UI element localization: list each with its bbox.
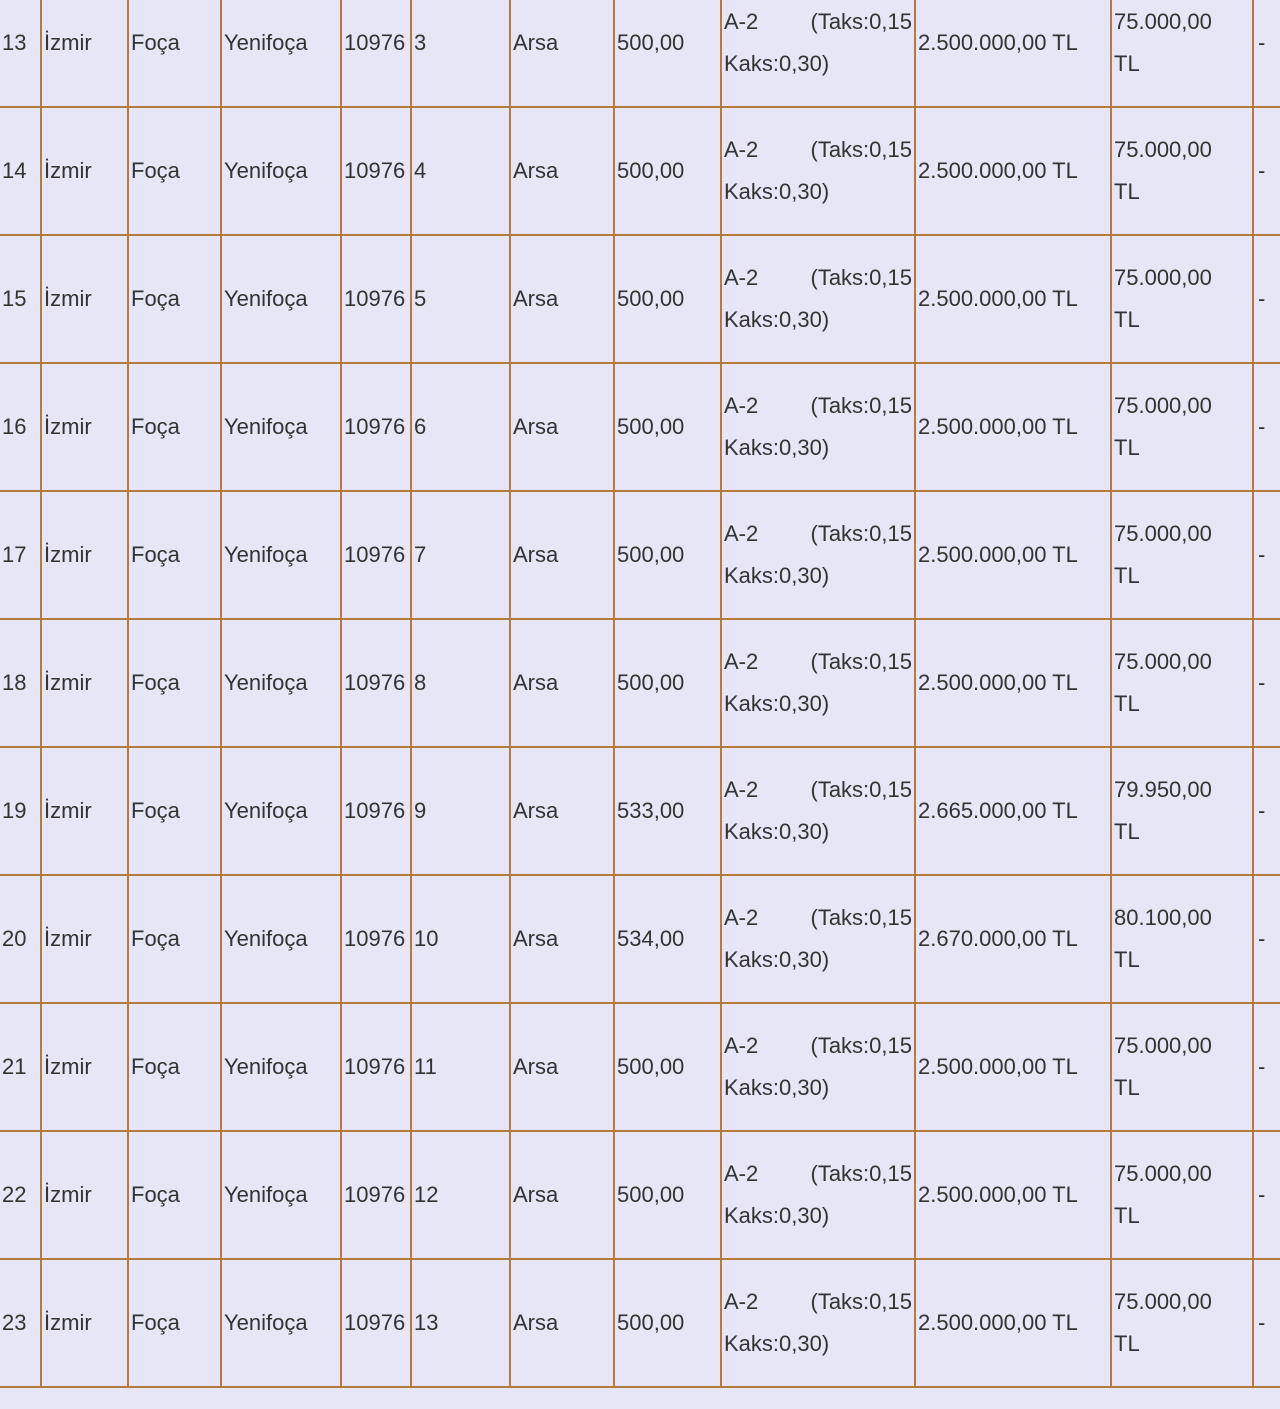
district-cell: Foça — [128, 1259, 221, 1387]
zoning-taks: (Taks:0,15 — [810, 521, 912, 546]
deposit-amount: 75.000,00 — [1114, 1289, 1212, 1314]
deposit-currency: TL — [1114, 947, 1140, 972]
province-cell: İzmir — [41, 619, 128, 747]
price-cell: 2.500.000,00 TL — [915, 1003, 1111, 1131]
row-number-cell: 15 — [0, 235, 41, 363]
price-cell: 2.500.000,00 TL — [915, 1131, 1111, 1259]
row-number-cell: 19 — [0, 747, 41, 875]
district-cell: Foça — [128, 875, 221, 1003]
province-cell: İzmir — [41, 747, 128, 875]
table-row — [0, 1003, 1280, 1131]
district-cell: Foça — [128, 747, 221, 875]
deposit-amount: 75.000,00 — [1114, 137, 1212, 162]
neighborhood-cell: Yenifoça — [221, 1003, 341, 1131]
area-cell: 500,00 — [614, 619, 721, 747]
province-cell: İzmir — [41, 1259, 128, 1387]
row-number-cell: 20 — [0, 875, 41, 1003]
note-cell: - — [1253, 619, 1280, 747]
zoning-taks: (Taks:0,15 — [810, 137, 912, 162]
block-cell: 10976 — [341, 235, 411, 363]
table-row — [0, 875, 1280, 1003]
type-cell: Arsa — [510, 1131, 614, 1259]
block-cell: 10976 — [341, 747, 411, 875]
province-cell: İzmir — [41, 1131, 128, 1259]
zoning-code: A-2 — [724, 265, 759, 290]
zoning-kaks: Kaks:0,30) — [724, 563, 830, 588]
zoning-code: A-2 — [724, 905, 759, 930]
table-row — [0, 1131, 1280, 1259]
type-cell: Arsa — [510, 747, 614, 875]
zoning-taks: (Taks:0,15 — [810, 1161, 912, 1186]
block-cell: 10976 — [341, 1131, 411, 1259]
deposit-currency: TL — [1114, 435, 1140, 460]
note-cell: - — [1253, 1003, 1280, 1131]
neighborhood-cell: Yenifoça — [221, 235, 341, 363]
area-cell: 500,00 — [614, 0, 721, 107]
table-row — [0, 619, 1280, 747]
deposit-currency: TL — [1114, 307, 1140, 332]
zoning-kaks: Kaks:0,30) — [724, 1331, 830, 1356]
zoning-taks: (Taks:0,15 — [810, 265, 912, 290]
province-cell: İzmir — [41, 491, 128, 619]
zoning-cell — [721, 0, 915, 107]
zoning-code: A-2 — [724, 1289, 759, 1314]
deposit-amount: 75.000,00 — [1114, 9, 1212, 34]
zoning-cell — [721, 491, 915, 619]
note-cell: - — [1253, 1259, 1280, 1387]
block-cell: 10976 — [341, 491, 411, 619]
note-cell: - — [1253, 235, 1280, 363]
type-cell: Arsa — [510, 235, 614, 363]
table-row — [0, 107, 1280, 235]
deposit-cell — [1111, 1003, 1253, 1131]
area-cell: 500,00 — [614, 1003, 721, 1131]
zoning-code: A-2 — [724, 1033, 759, 1058]
zoning-kaks: Kaks:0,30) — [724, 435, 830, 460]
price-cell: 2.500.000,00 TL — [915, 107, 1111, 235]
deposit-amount: 80.100,00 — [1114, 905, 1212, 930]
type-cell: Arsa — [510, 0, 614, 107]
district-cell: Foça — [128, 1131, 221, 1259]
parcel-cell: 7 — [411, 491, 510, 619]
row-number-cell: 21 — [0, 1003, 41, 1131]
block-cell: 10976 — [341, 107, 411, 235]
deposit-amount: 75.000,00 — [1114, 393, 1212, 418]
neighborhood-cell: Yenifoça — [221, 1259, 341, 1387]
zoning-taks: (Taks:0,15 — [810, 777, 912, 802]
district-cell: Foça — [128, 235, 221, 363]
row-number-cell: 14 — [0, 107, 41, 235]
neighborhood-cell: Yenifoça — [221, 107, 341, 235]
deposit-currency: TL — [1114, 563, 1140, 588]
zoning-cell — [721, 619, 915, 747]
price-cell: 2.500.000,00 TL — [915, 491, 1111, 619]
deposit-currency: TL — [1114, 1075, 1140, 1100]
note-cell: - — [1253, 1131, 1280, 1259]
price-cell: 2.500.000,00 TL — [915, 619, 1111, 747]
zoning-taks: (Taks:0,15 — [810, 905, 912, 930]
price-cell: 2.665.000,00 TL — [915, 747, 1111, 875]
parcel-cell: 8 — [411, 619, 510, 747]
province-cell: İzmir — [41, 0, 128, 107]
zoning-cell — [721, 363, 915, 491]
zoning-taks: (Taks:0,15 — [810, 649, 912, 674]
deposit-cell — [1111, 107, 1253, 235]
province-cell: İzmir — [41, 875, 128, 1003]
area-cell: 500,00 — [614, 107, 721, 235]
table-row — [0, 491, 1280, 619]
neighborhood-cell: Yenifoça — [221, 747, 341, 875]
table-row — [0, 235, 1280, 363]
block-cell: 10976 — [341, 875, 411, 1003]
zoning-code: A-2 — [724, 649, 759, 674]
row-number-cell: 16 — [0, 363, 41, 491]
deposit-amount: 75.000,00 — [1114, 521, 1212, 546]
type-cell: Arsa — [510, 491, 614, 619]
deposit-currency: TL — [1114, 179, 1140, 204]
zoning-code: A-2 — [724, 777, 759, 802]
district-cell: Foça — [128, 1003, 221, 1131]
row-number-cell: 13 — [0, 0, 41, 107]
zoning-code: A-2 — [724, 393, 759, 418]
deposit-cell — [1111, 235, 1253, 363]
zoning-kaks: Kaks:0,30) — [724, 691, 830, 716]
neighborhood-cell: Yenifoça — [221, 619, 341, 747]
parcel-cell: 3 — [411, 0, 510, 107]
deposit-amount: 75.000,00 — [1114, 649, 1212, 674]
area-cell: 533,00 — [614, 747, 721, 875]
district-cell: Foça — [128, 0, 221, 107]
price-cell: 2.500.000,00 TL — [915, 1259, 1111, 1387]
deposit-cell — [1111, 1259, 1253, 1387]
district-cell: Foça — [128, 491, 221, 619]
deposit-amount: 75.000,00 — [1114, 265, 1212, 290]
province-cell: İzmir — [41, 1003, 128, 1131]
deposit-currency: TL — [1114, 51, 1140, 76]
zoning-cell — [721, 1003, 915, 1131]
zoning-code: A-2 — [724, 137, 759, 162]
deposit-cell — [1111, 619, 1253, 747]
parcel-cell: 10 — [411, 875, 510, 1003]
block-cell: 10976 — [341, 0, 411, 107]
type-cell: Arsa — [510, 619, 614, 747]
zoning-taks: (Taks:0,15 — [810, 393, 912, 418]
block-cell: 10976 — [341, 619, 411, 747]
note-cell: - — [1253, 0, 1280, 107]
neighborhood-cell: Yenifoça — [221, 363, 341, 491]
zoning-cell — [721, 1131, 915, 1259]
area-cell: 500,00 — [614, 491, 721, 619]
area-cell: 500,00 — [614, 235, 721, 363]
note-cell: - — [1253, 747, 1280, 875]
zoning-code: A-2 — [724, 1161, 759, 1186]
row-number-cell: 22 — [0, 1131, 41, 1259]
deposit-cell — [1111, 491, 1253, 619]
district-cell: Foça — [128, 107, 221, 235]
zoning-kaks: Kaks:0,30) — [724, 51, 830, 76]
type-cell: Arsa — [510, 1003, 614, 1131]
price-cell: 2.500.000,00 TL — [915, 0, 1111, 107]
neighborhood-cell: Yenifoça — [221, 1131, 341, 1259]
zoning-cell — [721, 235, 915, 363]
province-cell: İzmir — [41, 107, 128, 235]
parcel-cell: 4 — [411, 107, 510, 235]
block-cell: 10976 — [341, 1003, 411, 1131]
province-cell: İzmir — [41, 363, 128, 491]
deposit-currency: TL — [1114, 819, 1140, 844]
zoning-taks: (Taks:0,15 — [810, 1289, 912, 1314]
type-cell: Arsa — [510, 107, 614, 235]
zoning-kaks: Kaks:0,30) — [724, 1203, 830, 1228]
zoning-cell — [721, 747, 915, 875]
deposit-amount: 75.000,00 — [1114, 1033, 1212, 1058]
area-cell: 500,00 — [614, 363, 721, 491]
price-cell: 2.500.000,00 TL — [915, 363, 1111, 491]
zoning-code: A-2 — [724, 9, 759, 34]
zoning-code: A-2 — [724, 521, 759, 546]
table-row — [0, 0, 1280, 107]
table-row — [0, 747, 1280, 875]
district-cell: Foça — [128, 363, 221, 491]
parcel-cell: 9 — [411, 747, 510, 875]
zoning-kaks: Kaks:0,30) — [724, 307, 830, 332]
parcel-cell: 6 — [411, 363, 510, 491]
parcel-cell: 12 — [411, 1131, 510, 1259]
area-cell: 500,00 — [614, 1131, 721, 1259]
price-cell: 2.500.000,00 TL — [915, 235, 1111, 363]
type-cell: Arsa — [510, 363, 614, 491]
zoning-cell — [721, 875, 915, 1003]
row-number-cell: 17 — [0, 491, 41, 619]
table-row — [0, 1259, 1280, 1387]
deposit-currency: TL — [1114, 1331, 1140, 1356]
area-cell: 500,00 — [614, 1259, 721, 1387]
note-cell: - — [1253, 363, 1280, 491]
price-cell: 2.670.000,00 TL — [915, 875, 1111, 1003]
parcel-cell: 5 — [411, 235, 510, 363]
parcel-cell: 11 — [411, 1003, 510, 1131]
type-cell: Arsa — [510, 875, 614, 1003]
zoning-kaks: Kaks:0,30) — [724, 819, 830, 844]
note-cell: - — [1253, 875, 1280, 1003]
province-cell: İzmir — [41, 235, 128, 363]
type-cell: Arsa — [510, 1259, 614, 1387]
note-cell: - — [1253, 491, 1280, 619]
deposit-cell — [1111, 363, 1253, 491]
block-cell: 10976 — [341, 1259, 411, 1387]
zoning-cell — [721, 107, 915, 235]
parcel-cell: 13 — [411, 1259, 510, 1387]
neighborhood-cell: Yenifoça — [221, 0, 341, 107]
zoning-cell — [721, 1259, 915, 1387]
neighborhood-cell: Yenifoça — [221, 875, 341, 1003]
deposit-cell — [1111, 875, 1253, 1003]
district-cell: Foça — [128, 619, 221, 747]
row-number-cell: 18 — [0, 619, 41, 747]
zoning-kaks: Kaks:0,30) — [724, 179, 830, 204]
deposit-amount: 75.000,00 — [1114, 1161, 1212, 1186]
deposit-currency: TL — [1114, 1203, 1140, 1228]
zoning-taks: (Taks:0,15 — [810, 9, 912, 34]
zoning-kaks: Kaks:0,30) — [724, 947, 830, 972]
deposit-currency: TL — [1114, 691, 1140, 716]
neighborhood-cell: Yenifoça — [221, 491, 341, 619]
deposit-cell — [1111, 747, 1253, 875]
zoning-taks: (Taks:0,15 — [810, 1033, 912, 1058]
area-cell: 534,00 — [614, 875, 721, 1003]
row-number-cell: 23 — [0, 1259, 41, 1387]
deposit-cell — [1111, 1131, 1253, 1259]
deposit-cell — [1111, 0, 1253, 107]
table-row — [0, 363, 1280, 491]
deposit-amount: 79.950,00 — [1114, 777, 1212, 802]
zoning-kaks: Kaks:0,30) — [724, 1075, 830, 1100]
block-cell: 10976 — [341, 363, 411, 491]
note-cell: - — [1253, 107, 1280, 235]
